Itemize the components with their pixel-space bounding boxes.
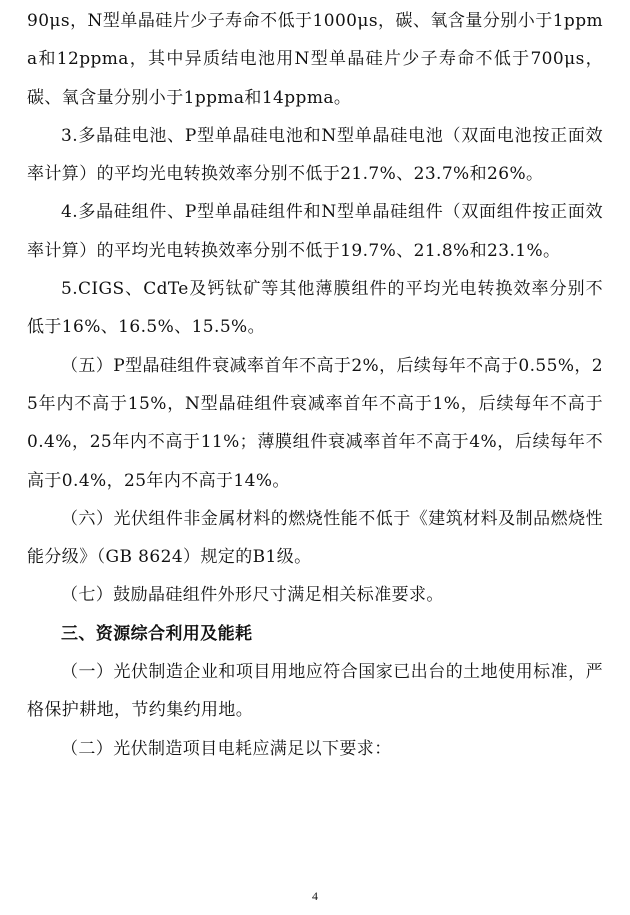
paragraph-module-efficiency: 4.多晶硅组件、P型单晶硅组件和N型单晶硅组件（双面组件按正面效率计算）的平均光电转换效率分别不低于19.7%、21.8%和23.1%。 <box>27 202 603 261</box>
paragraph-combustion-performance: （六）光伏组件非金属材料的燃烧性能不低于《建筑材料及制品燃烧性能分级》（GB 8624）规定的B1级。 <box>27 508 603 568</box>
section-heading: 三、资源综合利用及能耗 <box>61 623 253 644</box>
paragraph-power-consumption: （二）光伏制造项目电耗应满足以下要求： <box>61 738 392 759</box>
document-body <box>27 2 603 768</box>
paragraph-degradation-rate: （五）P型晶硅组件衰减率首年不高于2%，后续每年不高于0.55%，25年内不高于15%，N型晶硅组件衰减率首年不高于1%，后续每年不高于0.4%，25年内不高于11%；薄膜组件衰减率首年不高于4%，后续每年不高于0.4%，25年内不高于14%。 <box>27 355 603 491</box>
paragraph-land-use: （一）光伏制造企业和项目用地应符合国家已出台的土地使用标准，严格保护耕地，节约集约用地。 <box>27 662 603 721</box>
paragraph-wafer-lifetime: 90μs，N型单晶硅片少子寿命不低于1000μs，碳、氧含量分别小于1ppma和12ppma，其中异质结电池用N型单晶硅片少子寿命不低于700μs，碳、氧含量分别小于1ppma和14ppma。 <box>27 11 603 108</box>
paragraph-module-dimensions: （七）鼓励晶硅组件外形尺寸满足相关标准要求。 <box>61 585 444 606</box>
paragraph-thin-film-efficiency: 5.CIGS、CdTe及钙钛矿等其他薄膜组件的平均光电转换效率分别不低于16%、16.5%、15.5%。 <box>27 279 603 338</box>
page-number: 4 <box>312 889 318 903</box>
paragraph-cell-efficiency: 3.多晶硅电池、P型单晶硅电池和N型单晶硅电池（双面电池按正面效率计算）的平均光电转换效率分别不低于21.7%、23.7%和26%。 <box>27 125 603 185</box>
